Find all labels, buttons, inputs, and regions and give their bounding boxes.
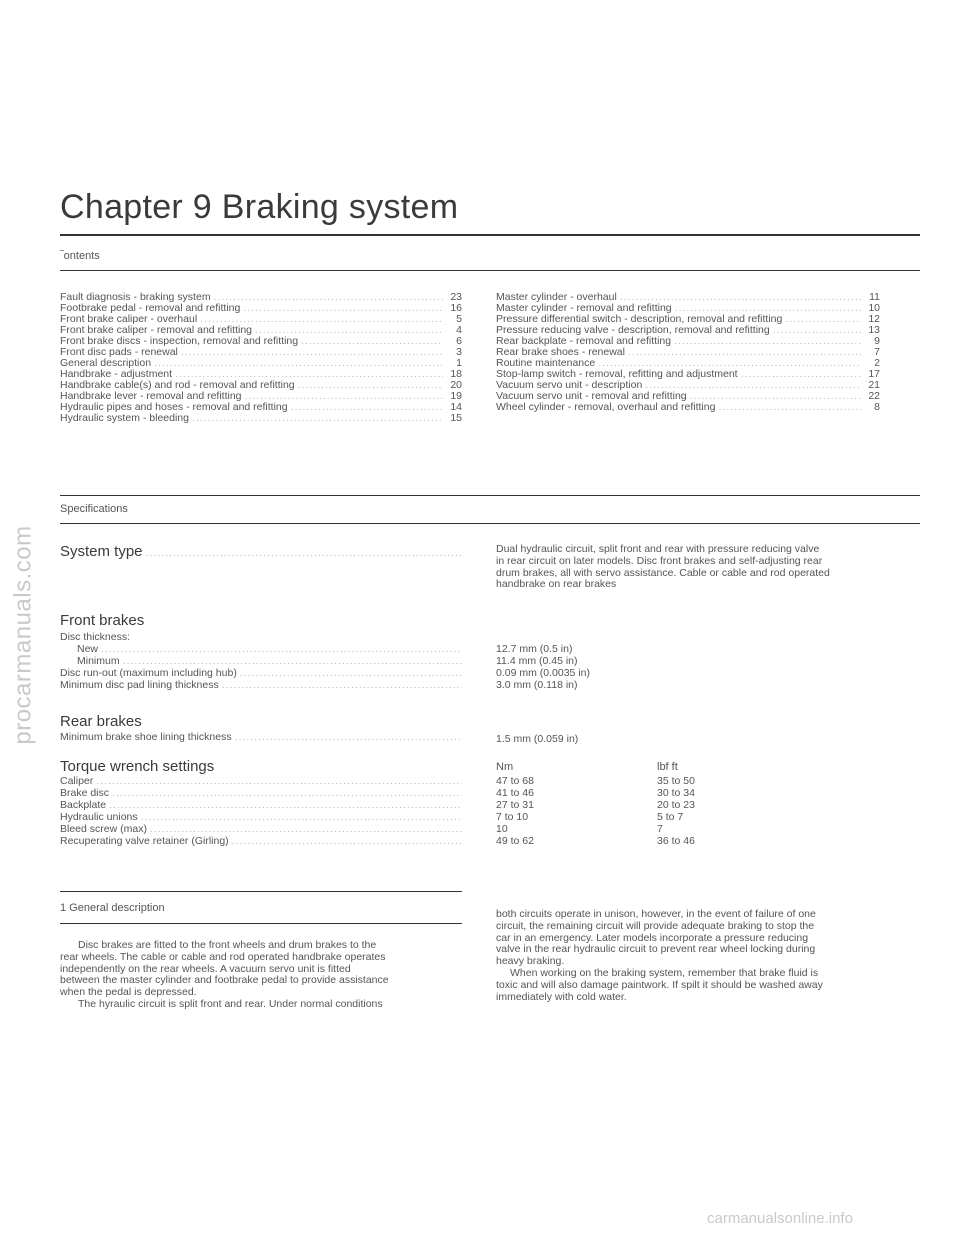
torque-nm-column-header: Nm — [496, 761, 514, 773]
contents-item-section-number: 21 — [868, 379, 880, 391]
front-brakes-value: 11.4 mm (0.45 in) — [496, 655, 578, 667]
contents-item-section-number: 10 — [868, 302, 880, 314]
general-heading: 1 General description — [60, 902, 165, 914]
contents-item-section-number: 9 — [874, 335, 880, 347]
leader-dots — [154, 358, 443, 369]
contents-item-section-number: 5 — [456, 313, 462, 325]
contents-item-section-number: 22 — [868, 390, 880, 402]
torque-row-label: Caliper — [60, 775, 94, 787]
contents-right-column — [496, 292, 880, 413]
contents-item-section-number: 4 — [456, 324, 462, 336]
contents-item-section-number: 3 — [456, 346, 462, 358]
contents-item-title: Vacuum servo unit - description — [496, 379, 643, 391]
leader-dots — [192, 413, 443, 424]
contents-item-title: Front brake caliper - removal and refitting — [60, 324, 252, 336]
contents-item-section-number: 23 — [450, 291, 462, 303]
leader-dots — [301, 336, 443, 347]
contents-item-section-number: 2 — [874, 357, 880, 369]
contents-item-section-number: 13 — [868, 324, 880, 336]
system-type-line: handbrake on rear brakes — [496, 578, 617, 591]
contents-item-section-number: 20 — [450, 379, 462, 391]
leader-dots — [123, 655, 462, 667]
torque-heading: Torque wrench settings — [60, 758, 215, 775]
general-line: circuit, the remaining circuit will provide adequate braking to stop the — [496, 919, 815, 932]
contents-item-title: Front brake caliper - overhaul — [60, 313, 198, 325]
leader-dots — [240, 667, 462, 679]
torque-nm-value: 10 — [496, 823, 508, 835]
general-line: between the master cylinder and footbrake pedal to provide assistance — [60, 974, 389, 987]
contents-left-column — [60, 292, 462, 424]
contents-item-title: Routine maintenance — [496, 357, 596, 369]
front-brakes-row-label: Disc run-out (maximum including hub) — [60, 667, 237, 679]
contents-item-section-number: 11 — [869, 291, 880, 303]
leader-dots — [109, 799, 462, 811]
contents-item-title: Hydraulic system - bleeding — [60, 412, 189, 424]
front-brakes-heading: Front brakes — [60, 612, 145, 629]
contents-item-title: Handbrake cable(s) and rod - removal and refitting — [60, 379, 295, 391]
general-line: Disc brakes are fitted to the front wheels and drum brakes to the — [78, 939, 377, 951]
contents-item-title: Front brake discs - inspection, removal and refitting — [60, 335, 299, 347]
contents-item-section-number: 1 — [456, 357, 462, 369]
contents-item-section-number: 16 — [450, 302, 462, 314]
specifications-top-rule — [60, 495, 920, 496]
leader-dots — [690, 391, 861, 402]
leader-dots — [112, 787, 462, 799]
disc-thickness-subheading: Disc thickness: — [60, 631, 131, 643]
general-top-rule — [60, 891, 462, 892]
system-type-value — [496, 544, 886, 591]
contents-item-title: Master cylinder - removal and refitting — [496, 302, 672, 314]
specifications-heading: Specifications — [60, 503, 128, 515]
contents-item-title: Footbrake pedal - removal and refitting — [60, 302, 241, 314]
contents-item-title: Handbrake lever - removal and refitting — [60, 390, 242, 402]
rear-brakes-row-label: Minimum brake shoe lining thickness — [60, 731, 232, 743]
torque-row-label: Recuperating valve retainer (Girling) — [60, 835, 229, 847]
general-line: valve in the rear hydraulic circuit to prevent rear wheel locking during — [496, 943, 816, 956]
title-rule — [60, 234, 920, 236]
contents-item-title: Fault diagnosis - braking system — [60, 291, 211, 303]
rear-brakes-heading: Rear brakes — [60, 713, 142, 730]
torque-lbf-value: 20 to 23 — [657, 799, 695, 811]
general-line: when the pedal is depressed. — [60, 986, 197, 999]
front-brakes-row-label: New — [77, 643, 99, 655]
torque-nm-value: 49 to 62 — [496, 835, 534, 847]
front-brakes-value: 3.0 mm (0.118 in) — [496, 679, 578, 691]
torque-row-label: Hydraulic unions — [60, 811, 138, 823]
leader-dots — [214, 292, 443, 303]
torque-lbf-value: 5 to 7 — [657, 811, 684, 823]
front-brakes-row — [60, 679, 462, 691]
torque-lbf-value: 30 to 34 — [657, 787, 695, 799]
contents-item-section-number: 19 — [450, 390, 462, 402]
torque-lbf-value: 35 to 50 — [657, 775, 695, 787]
torque-lbf-value: 36 to 46 — [657, 835, 695, 847]
torque-nm-value: 27 to 31 — [496, 799, 534, 811]
front-brakes-row-label: Minimum disc pad lining thickness — [60, 679, 219, 691]
general-line: car in an emergency. Later models incorporate a pressure reducing — [496, 931, 809, 944]
torque-row — [60, 823, 462, 835]
front-brakes-value: 12.7 mm (0.5 in) — [496, 643, 573, 655]
contents-item-section-number: 8 — [874, 401, 880, 413]
leader-dots — [674, 336, 861, 347]
contents-item-section-number: 7 — [874, 346, 880, 358]
contents-item-section-number: 17 — [868, 368, 880, 380]
system-type-line: Dual hydraulic circuit, split front and rear with pressure reducing valve — [496, 543, 820, 555]
side-watermark — [4, 470, 44, 800]
leader-dots — [232, 835, 462, 847]
contents-item — [496, 402, 880, 413]
contents-item-title: Front disc pads - renewal — [60, 346, 178, 358]
general-line: rear wheels. The cable or cable and rod operated handbrake operates — [60, 950, 386, 963]
contents-item-section-number: 18 — [450, 368, 462, 380]
general-line: The hyraulic circuit is split front and rear. Under normal conditions — [78, 997, 383, 1010]
front-brakes-value: 0.09 mm (0.0035 in) — [496, 667, 590, 679]
contents-item-title: General description — [60, 357, 152, 369]
leader-dots — [785, 314, 861, 325]
leader-dots — [181, 347, 443, 358]
leader-dots — [222, 679, 462, 691]
general-left-text — [60, 940, 470, 1011]
front-brakes-row-label: Minimum — [77, 655, 120, 667]
front-brakes-row — [77, 643, 462, 655]
contents-item-title: Pressure differential switch - description, removal and refitting — [496, 313, 783, 325]
specifications-rule — [60, 523, 920, 524]
torque-row — [60, 799, 462, 811]
leader-dots — [298, 380, 443, 391]
leader-dots — [628, 347, 861, 358]
general-line: heavy braking. — [496, 955, 565, 968]
general-line: immediately with cold water. — [496, 990, 627, 1003]
torque-nm-value: 47 to 68 — [496, 775, 534, 787]
contents-item-section-number: 15 — [450, 412, 462, 424]
contents-item-title: Stop-lamp switch - removal, refitting and adjustment — [496, 368, 738, 380]
contents-item-title: Vacuum servo unit - removal and refitting — [496, 390, 687, 402]
leader-dots — [235, 731, 462, 743]
torque-nm-value: 7 to 10 — [496, 811, 529, 823]
leader-dots — [141, 811, 462, 823]
rear-brakes-row — [60, 731, 462, 743]
torque-row — [60, 787, 462, 799]
system-type-row — [60, 543, 462, 561]
leader-dots — [718, 402, 861, 413]
general-rule — [60, 923, 462, 924]
leader-dots — [243, 303, 443, 314]
torque-row — [60, 775, 462, 787]
contents-item-section-number: 14 — [450, 401, 462, 413]
general-line: independently on the rear wheels. A vacuum servo unit is fitted — [60, 962, 351, 975]
contents-item — [60, 413, 462, 424]
torque-row-label: Bleed screw (max) — [60, 823, 147, 835]
contents-item-title: Rear brake shoes - renewal — [496, 346, 625, 358]
general-line: When working on the braking system, remember that brake fluid is — [510, 966, 819, 979]
torque-lbf-column-header: lbf ft — [657, 761, 678, 773]
leader-dots — [150, 823, 462, 835]
general-right-text — [496, 909, 896, 1003]
contents-item-title: Wheel cylinder - removal, overhaul and refitting — [496, 401, 716, 413]
leader-dots — [101, 643, 462, 655]
contents-rule — [60, 270, 920, 271]
system-type-line: in rear circuit on later models. Disc front brakes and self-adjusting rear — [496, 554, 823, 567]
general-line: toxic and will also damage paintwork. If spilt it should be washed away — [496, 978, 823, 991]
leader-dots — [741, 369, 861, 380]
system-type-label: System type — [60, 543, 143, 560]
contents-heading: ‾ontents — [60, 250, 100, 262]
contents-item-title: Handbrake - adjustment — [60, 368, 173, 380]
leader-dots — [96, 775, 462, 787]
bottom-watermark: carmanualsonline.info — [707, 1210, 853, 1227]
torque-row — [60, 811, 462, 823]
front-brakes-row — [60, 667, 462, 679]
leader-dots — [773, 325, 861, 336]
contents-item-title: Rear backplate - removal and refitting — [496, 335, 672, 347]
rear-brakes-value: 1.5 mm (0.059 in) — [496, 733, 579, 745]
torque-lbf-value: 7 — [657, 823, 663, 835]
torque-row — [60, 835, 462, 847]
system-type-leader — [146, 547, 462, 559]
contents-item-section-number: 12 — [868, 313, 880, 325]
contents-item-section-number: 6 — [456, 335, 462, 347]
system-type-line: drum brakes, all with servo assistance. Cable or cable and rod operated — [496, 566, 830, 579]
front-brakes-row — [77, 655, 462, 667]
contents-item-title: Hydraulic pipes and hoses - removal and refitting — [60, 401, 288, 413]
side-watermark-text: procarmanuals.com — [10, 525, 37, 745]
general-line: both circuits operate in unison, however, in the event of failure of one — [496, 908, 816, 920]
torque-row-label: Brake disc — [60, 787, 110, 799]
chapter-title: Chapter 9 Braking system — [60, 188, 459, 226]
contents-item-title: Master cylinder - overhaul — [496, 291, 617, 303]
torque-nm-value: 41 to 46 — [496, 787, 534, 799]
leader-dots — [291, 402, 443, 413]
contents-item-title: Pressure reducing valve - description, removal and refitting — [496, 324, 770, 336]
torque-row-label: Backplate — [60, 799, 107, 811]
